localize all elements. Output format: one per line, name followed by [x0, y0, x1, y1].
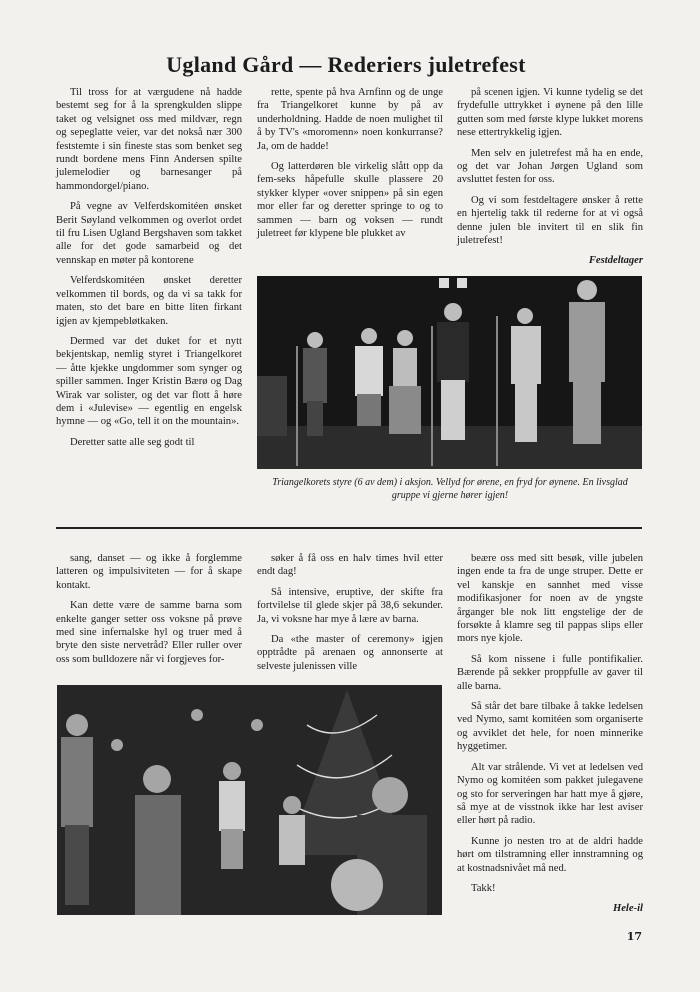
paragraph: Kan dette være de samme barna som enkelte ganger setter oss voksne på prøve med sine infernalske hyl og truer med å bryte den siste nervetråd? Eller ruller over oss som bulldozere når vi forgjeves for- [56, 600, 242, 665]
lower-column-2 [257, 552, 443, 680]
christmas-tree-dance-photo [57, 685, 442, 915]
paragraph: Så kom nissene i fulle pontifikalier. Bærende på sekker proppfulle av gaver til alle barna. [457, 653, 643, 692]
article-title: Ugland Gård — Rederiers juletrefest [166, 52, 526, 77]
author-signature: Hele-il [612, 903, 643, 915]
article-column-2 [257, 86, 443, 247]
paragraph: Så intensive, eruptive, der skifte fra fortvilelse til glede skjer på 38,6 sekunder. Ja, vi voksne har mye å lære av barna. [257, 586, 443, 625]
paragraph: Da «the master of ceremony» igjen opptrådte på arenaen og annonserte at selveste julenissen ville [257, 634, 443, 672]
choir-photo-caption: Triangelkorets styre (6 av dem) i aksjon. Vellyd for ørene, en fryd for øynene. En livsglad gruppe vi gjerne hører igjen! [272, 477, 628, 501]
article-column-3 [457, 86, 643, 268]
paragraph: Og latterdøren ble virkelig slått opp da fem-seks håpefulle skulle plassere 20 stykker klyper «over snippen» på sin egen mor eller far og deretter springe to og to sammen — barn og voksen — rundt juletreet før klypene ble plukket av [257, 161, 443, 240]
paragraph: Men selv en juletrefest må ha en ende, og det var Johan Jørgen Ugland som avsluttet festen for oss. [457, 147, 643, 186]
section-divider [56, 527, 642, 529]
paragraph: på scenen igjen. Vi kunne tydelig se det frydefulle uttrykket i øynene på den lille gutten som med første klype lukket morens nese ettertrykkelig igjen. [457, 87, 643, 139]
paragraph: Kunne jo nesten tro at de aldri hadde hørt om tilstramning eller innstramning og at kostnadsnivået må ned. [457, 835, 643, 874]
paragraph: rette, spente på hva Arnfinn og de unge fra Triangelkoret kunne by på av underholdning. Hadde de noen mulighet til å by TV's «moromenn» noen konkurranse? Ja, om de hadde! [257, 87, 443, 152]
paragraph: Dermed var det duket for et nytt bekjentskap, nemlig styret i Triangelkoret — åtte kjekke ungdommer som synger og spiller sammen. Inger Kristin Bærø og Dag Wirak var solister, og det var flott å høre dem i «Julevise» — egentlig en engelsk hymne — og «Go, tell it on the mountain». [56, 335, 242, 428]
paragraph: søker å få oss en halv times hvil etter endt dag! [257, 553, 443, 578]
choir-stage-photo [257, 276, 642, 469]
paragraph: Velferdskomitéen ønsket deretter velkommen til bords, og da vi sa takk for maten, sto det bare en bitte liten firkant igjen av kjempebløtkaken. [56, 275, 242, 327]
paragraph: Til tross for at værgudene nå hadde bestemt seg for å la sprengkulden slippe taket og velsignet oss med mildvær, regn og sepeglatte veier, var det nokså nær 300 feststemte i sin fineste stas som benket seg rundt bordene mens Finn Andersen spilte julemelodier og barnesanger på hammondorgel/piano. [56, 87, 242, 192]
author-signature: Festdeltager [588, 255, 643, 267]
paragraph: Og vi som festdeltagere ønsker å rette en hjertelig takk til rederne for at vi også denne julen ble invitert til en slik fin juletrefest! [457, 194, 643, 247]
paragraph: Deretter satte alle seg godt til [70, 436, 195, 448]
lower-column-1 [56, 552, 242, 673]
lower-column-3 [457, 552, 643, 916]
choir-stage-illustration [257, 276, 642, 469]
paragraph: Alt var strålende. Vi vet at ledelsen ved Nymo og komitéen som pakket julegavene og sto for serveringen har hatt mye å gjøre, så mye at de visstnok ikke har lest aviser eller hørt på radio. [457, 761, 643, 827]
article-column-1 [56, 86, 242, 456]
christmas-tree-illustration [57, 685, 442, 915]
paragraph: På vegne av Velferdskomitéen ønsket Berit Søyland velkommen og overlot ordet til fru Lisen Ugland Bergshaven som takket alle for det gode samarbeid og det vennskap en møter på kontorene [56, 201, 242, 266]
paragraph: beære oss med sitt besøk, ville jubelen ingen ende ta fra de unge struper. Dette er vel kanskje en sannhet med visse modifikasjoner for noen av de yngste årganger ble nok litt engstelige der de forsøkte å klamre seg til pappas slips eller mors nye kjole. [457, 553, 643, 645]
paragraph: Takk! [471, 882, 496, 894]
paragraph: sang, danset — og ikke å forglemme latteren og impulsiviteten — for å skape kontakt. [56, 553, 242, 591]
page-number: 17 [626, 930, 642, 943]
paragraph: Så står det bare tilbake å takke ledelsen ved Nymo, samt komitéen som organiserte og avviklet det hele, for noen minnerike hyggetimer. [457, 701, 643, 753]
